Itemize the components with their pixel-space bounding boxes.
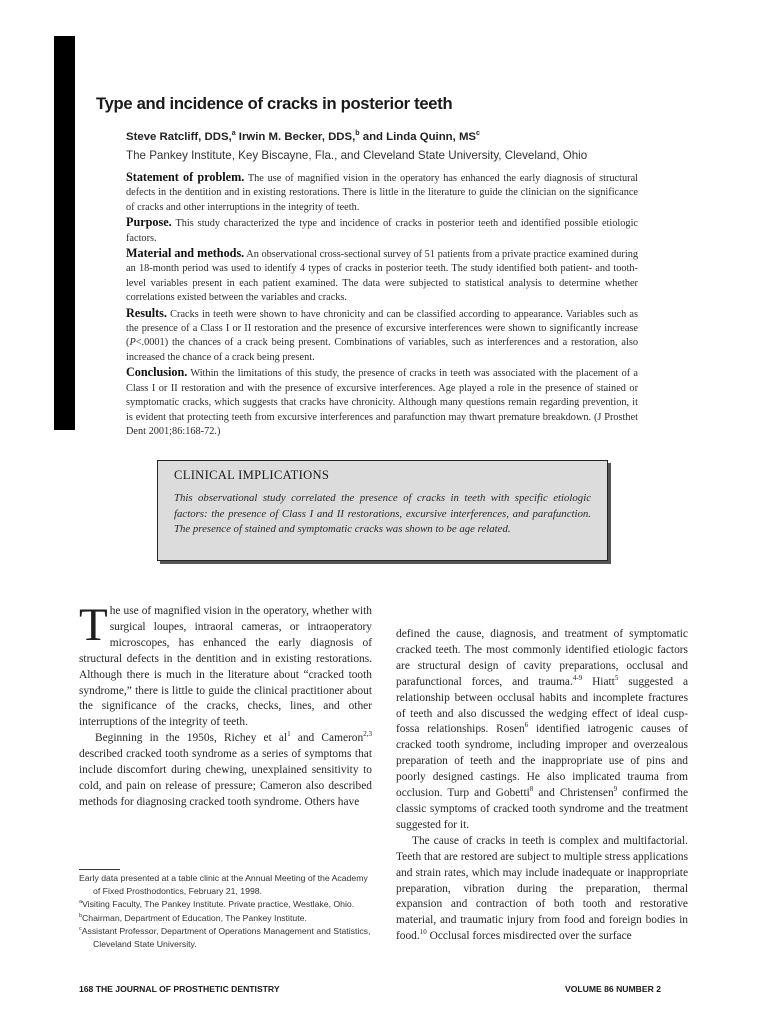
footer-volume: VOLUME 86 NUMBER 2 bbox=[565, 984, 661, 994]
body-paragraph bbox=[79, 599, 372, 731]
body-paragraph-text: Beginning in the 1950s, Richey et al bbox=[95, 732, 288, 745]
footnote-mark: b bbox=[79, 912, 82, 919]
footnotes bbox=[79, 872, 374, 951]
body-paragraph-text: he use of magnified vision in the operatory, whether with surgical loupes, intraoral cameras, or intraoperatory microscopes, has enhanced the early diagnosis of structural defects in the dentition and in existing restorations. Although there is much in the literature about “cracked tooth syndrome,” there is little to guide the clinical practitioner about the significance of the cracks, checks, lines, and other interruptions of the integrity of teeth. bbox=[79, 605, 372, 729]
abstract-methods-label: Material and methods. bbox=[126, 246, 245, 261]
body-paragraph-text: Occlusal forces misdirected over the surface bbox=[426, 930, 632, 943]
abstract-results-text: Cracks in teeth were shown to have chronicity and can be classified according to appearance. Variables such as the presence of a Class I or II restoration and the presence of excursive interferences were shown to significantly increase ( bbox=[126, 308, 638, 349]
body-paragraph-text: confirmed the classic symptoms of cracked tooth syndrome and the treatment suggested for it. bbox=[396, 787, 688, 831]
abstract-conclusion bbox=[126, 365, 638, 439]
footnote bbox=[79, 925, 374, 951]
body-paragraph-text: and Cameron bbox=[290, 732, 364, 745]
footnote-divider bbox=[79, 869, 120, 870]
abstract-methods bbox=[126, 246, 638, 306]
footnote: Early data presented at a table clinic at the Annual Meeting of the Academy of Fixed Prosthodontics, February 21, 1998. bbox=[79, 873, 368, 897]
body-column-left bbox=[79, 599, 372, 811]
clinical-implications-text: This observational study correlated the presence of cracks in teeth with specific etiologic factors: the presence of Class I and II restorations, excursive interferences, and parafunction. The presence of stained and symptomatic cracks was shown to be age related. bbox=[174, 492, 591, 535]
affiliation: The Pankey Institute, Key Biscayne, Fla., and Cleveland State University, Cleveland, Ohio bbox=[126, 149, 588, 162]
citation-ref: 1 bbox=[287, 730, 291, 739]
section-marker-bar bbox=[54, 36, 75, 430]
body-paragraph-text: suggested a relationship between occlusal habits and incomplete fractures of teeth and also discussed the wedging effect of ideal cusp-fossa relationships. Rosen bbox=[396, 675, 689, 736]
citation-ref: 2,3 bbox=[363, 730, 372, 739]
body-paragraph-text: Hiatt bbox=[582, 675, 615, 688]
body-paragraph bbox=[396, 834, 688, 945]
abstract-purpose bbox=[126, 215, 638, 246]
body-paragraph-text: The cause of cracks in teeth is complex and multifactorial. Teeth that are restored are subject to multiple stress applications and strain rates, which may include inadequate or inappropriate preparation, vibration during the preparation, thermal expansion and contraction of both tooth and restorative material, and traumatic injury from food and foreign bodies in food. bbox=[396, 834, 688, 943]
body-paragraph-text: and Christensen bbox=[533, 787, 614, 800]
citation-ref: 8 bbox=[529, 785, 534, 794]
abstract-purpose-text: This study characterized the type and incidence of cracks in posterior teeth and identified possible etiologic factors. bbox=[126, 218, 639, 244]
citation-ref: 9 bbox=[613, 785, 618, 794]
footnote-text: Visiting Faculty, The Pankey Institute. Private practice, Westlake, Ohio. bbox=[82, 899, 355, 910]
author-name: Irwin M. Becker, DDS, bbox=[235, 131, 356, 143]
abstract-statement bbox=[126, 170, 638, 215]
body-column-right bbox=[396, 627, 688, 945]
abstract-purpose-label: Purpose. bbox=[126, 215, 172, 230]
citation-ref: 5 bbox=[614, 673, 619, 682]
author-name: Steve Ratcliff, DDS, bbox=[126, 131, 232, 143]
footnote-mark: c bbox=[79, 925, 82, 932]
footnote-mark: a bbox=[79, 899, 82, 906]
author-mark: c bbox=[476, 130, 480, 138]
abstract-results-text-cont: <.0001) the chances of a crack being present. Combinations of variables, such as interferences and a restoration, also increased the chance of a crack being present. bbox=[126, 337, 638, 363]
abstract bbox=[126, 170, 638, 439]
abstract-methods-text: An observational cross-sectional survey of 51 patients from a private practice examined during an 18-month period was used to identify 4 types of cracks in posterior teeth. The study identified both patient- and tooth-level variables present in each patient examined. The data were subjected to statistical analysis to determine whether correlations existed between the variables and cracks. bbox=[126, 249, 638, 304]
abstract-conclusion-text: Within the limitations of this study, the presence of cracks in teeth was associated with the placement of a Class I or II restoration and with the presence of excursive interferences. Age played a role in the presence of stained or symptomatic cracks, which suggests that cracks have chronicity. Although many questions remain regarding prevention, it is evident that protecting teeth from excursive interferences and parafunction may thwart premature breakdown. (J Prosthet Dent 2001;86:168-72.) bbox=[126, 368, 638, 437]
footnote bbox=[79, 912, 374, 925]
body-paragraph-text: defined the cause, diagnosis, and treatment of symptomatic cracked teeth. The most commonly identified etiologic factors are structural design of cavity preparations, occlusal and parafunctional forces, and trauma. bbox=[396, 628, 688, 688]
abstract-results bbox=[126, 306, 638, 366]
author-line bbox=[126, 131, 480, 143]
author-mark: a bbox=[231, 130, 236, 138]
abstract-conclusion-label: Conclusion. bbox=[126, 365, 188, 380]
citation-ref: 6 bbox=[524, 721, 529, 730]
p-value-symbol: P bbox=[129, 337, 136, 349]
body-paragraph bbox=[396, 627, 688, 834]
author-mark: b bbox=[355, 130, 360, 138]
author-name: and Linda Quinn, MS bbox=[359, 131, 477, 143]
drop-cap: T bbox=[79, 599, 108, 651]
abstract-results-label: Results. bbox=[126, 305, 167, 320]
clinical-implications-box bbox=[157, 460, 608, 561]
footnote-text: Chairman, Department of Education, The Pankey Institute. bbox=[82, 912, 307, 923]
citation-ref: 10 bbox=[419, 928, 427, 937]
footer-journal-page: 168 THE JOURNAL OF PROSTHETIC DENTISTRY bbox=[79, 984, 280, 994]
abstract-statement-label: Statement of problem. bbox=[126, 170, 245, 184]
citation-ref: 4-9 bbox=[572, 673, 583, 682]
body-paragraph bbox=[79, 731, 372, 811]
body-paragraph-text: described cracked tooth syndrome as a series of symptoms that include discomfort during chewing, unexplained sensitivity to cold, and pain on release of pressure; Cameron also described methods for diagnosing cracked tooth syndrome. Others have bbox=[79, 748, 372, 808]
footnote-text: Assistant Professor, Department of Operations Management and Statistics, Cleveland State University. bbox=[81, 925, 371, 950]
abstract-statement-text: The use of magnified vision in the operatory has enhanced the early diagnosis of structural defects in the dentition and in existing restorations. There is little in the literature to guide the clinician on the significance of cracks and other interruptions in the integrity of teeth. bbox=[126, 173, 638, 213]
clinical-implications-heading: CLINICAL IMPLICATIONS bbox=[174, 468, 330, 482]
footnote bbox=[79, 898, 374, 911]
body-paragraph-text: identified iatrogenic causes of cracked tooth syndrome, including improper and overzealous preparation of teeth and the inappropriate use of pins and poorly designed castings. He also implicated trauma from occlusion. Turp and Gobetti bbox=[396, 723, 689, 800]
article-title: Type and incidence of cracks in posterior teeth bbox=[96, 94, 453, 113]
